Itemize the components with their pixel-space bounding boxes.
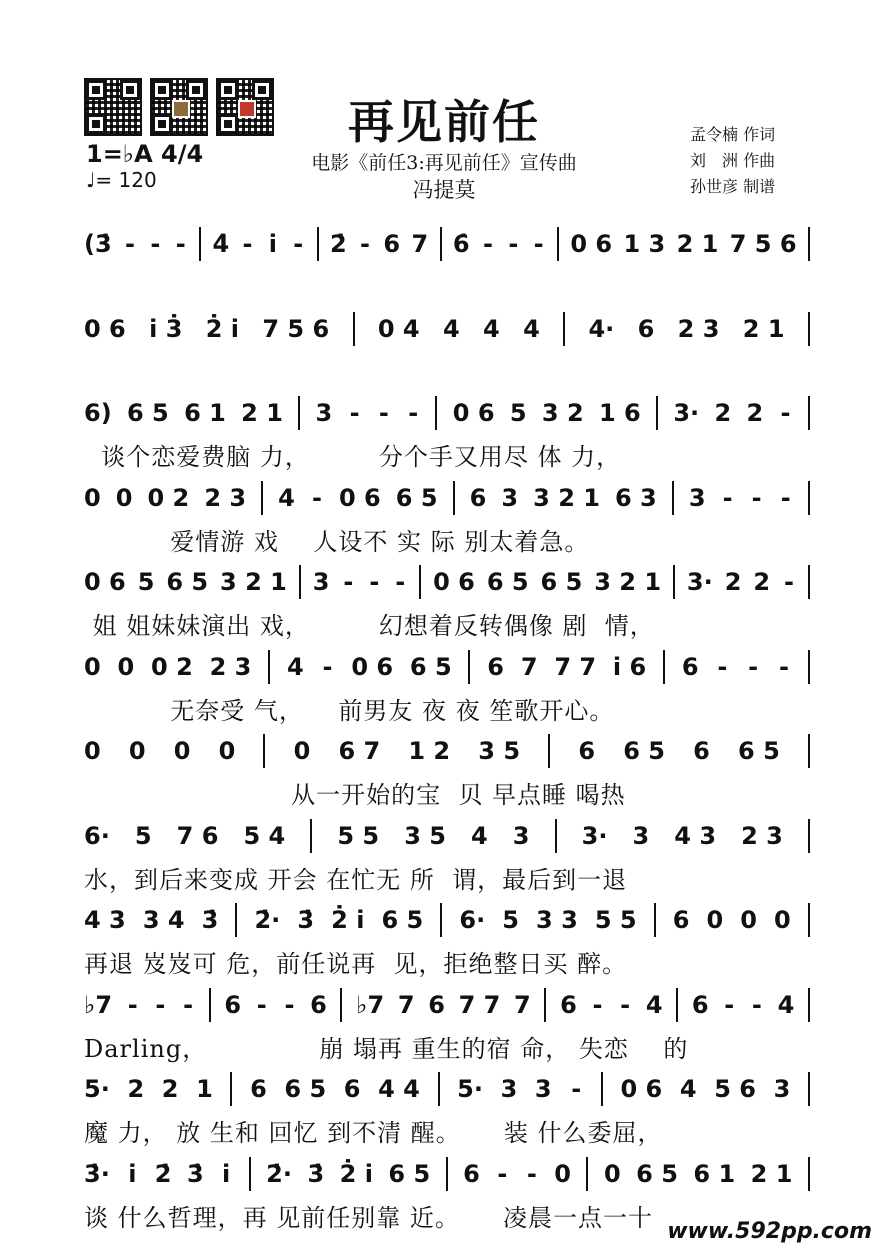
note: 0 6 xyxy=(351,652,394,681)
note: i xyxy=(268,230,277,258)
note: - xyxy=(349,399,360,427)
note: - xyxy=(183,990,194,1019)
note: - xyxy=(751,483,762,512)
barline xyxy=(808,734,810,768)
note: 6 xyxy=(487,652,504,681)
note: - xyxy=(526,1159,537,1188)
note: 6 xyxy=(681,652,699,681)
barline xyxy=(656,396,658,430)
note: 0 xyxy=(293,737,311,765)
note: 5 xyxy=(502,906,519,934)
note: - xyxy=(311,483,322,512)
note: 4 3 xyxy=(84,906,126,934)
barline xyxy=(555,819,557,853)
barline xyxy=(263,734,265,768)
note: 6 7 xyxy=(338,737,381,765)
note: 4· xyxy=(588,314,615,343)
note: 6 5 xyxy=(166,568,209,596)
note: 2 xyxy=(746,399,764,427)
note: 0 6 xyxy=(433,568,475,596)
note: 6 xyxy=(463,1159,480,1188)
note: 2̇· xyxy=(266,1159,292,1188)
note: 3 xyxy=(688,483,706,512)
note: 5 4 xyxy=(243,821,286,850)
notation-system xyxy=(84,902,810,978)
note: i xyxy=(128,1159,137,1188)
note: 0 xyxy=(84,737,101,765)
barline xyxy=(548,734,550,768)
notation-system xyxy=(84,1071,810,1147)
note: 1 xyxy=(196,1075,213,1103)
note: 3 xyxy=(312,568,330,596)
note: 3 2 xyxy=(541,399,584,427)
note: 6 5 xyxy=(284,1075,327,1103)
notation-system xyxy=(84,564,810,640)
note: 6 xyxy=(693,737,710,765)
lyrics-line: 从一开始的宝 贝 早点睡 喝热 xyxy=(84,781,626,809)
note: 6 5 xyxy=(381,906,424,934)
note: 7 5 6 xyxy=(262,314,330,343)
barline xyxy=(235,903,237,937)
barline xyxy=(268,650,270,684)
note: 6 5 xyxy=(636,1159,678,1188)
notation-system xyxy=(84,311,810,387)
lyrics-line: 谈个恋爱费脑 力， 分个手又用尽 体 力， xyxy=(84,443,622,471)
barline xyxy=(438,1072,440,1106)
lyrics-line: 谈 什么哲理，再 见前任别靠 近。 凌晨一点一十 xyxy=(84,1203,654,1232)
note: 6 xyxy=(383,230,401,258)
barline xyxy=(808,312,810,346)
note: 5 xyxy=(134,821,152,850)
note: 7 xyxy=(514,990,531,1019)
barline xyxy=(654,903,656,937)
note: 4 xyxy=(645,990,663,1019)
barline xyxy=(353,312,355,346)
barline xyxy=(808,227,810,261)
barline xyxy=(468,650,470,684)
note: 3· xyxy=(581,821,608,850)
tempo-marking: ♩= 120 xyxy=(86,168,157,192)
jianpu-notes-line xyxy=(84,311,810,347)
barline xyxy=(440,903,442,937)
barline xyxy=(672,481,674,515)
barline xyxy=(676,988,678,1022)
barline xyxy=(261,481,263,515)
note: 3 xyxy=(632,821,650,850)
barline xyxy=(808,903,810,937)
note: 7 7 xyxy=(554,652,597,681)
note: 4 xyxy=(777,990,795,1019)
note: 3̇ xyxy=(307,1159,325,1188)
note: - xyxy=(717,652,728,681)
note: 3 xyxy=(501,483,519,512)
barline xyxy=(563,312,565,346)
barline xyxy=(673,565,675,599)
note: - xyxy=(592,990,603,1019)
note: - xyxy=(780,483,791,512)
note: 2 1 xyxy=(742,314,785,343)
lyrics-line: 无奈受 气， 前男友 夜 夜 笙歌开心。 xyxy=(84,696,615,725)
note: 0 6 xyxy=(84,314,126,343)
note: 0 xyxy=(740,906,757,934)
barline xyxy=(435,396,437,430)
site-watermark: www.592pp.com xyxy=(667,1219,872,1244)
note: 3 5 xyxy=(478,737,521,765)
note: 6 xyxy=(343,1075,361,1103)
note: 0 xyxy=(218,737,236,765)
note: - xyxy=(748,652,759,681)
note: ♭7 xyxy=(356,990,385,1019)
note: 7 xyxy=(520,652,538,681)
note: 6 5 xyxy=(126,399,169,427)
note: 1 3 xyxy=(623,230,666,258)
note: 6 5 xyxy=(623,737,665,765)
note: 7 7 xyxy=(458,990,501,1019)
note: 3 xyxy=(500,1075,518,1103)
barline xyxy=(808,988,810,1022)
jianpu-notes-line xyxy=(84,1156,810,1192)
lyrics-line: 姐 姐妹妹演出 戏， 幻想着反转偶像 剧 情， xyxy=(84,612,655,640)
barline xyxy=(808,650,810,684)
note: - xyxy=(155,990,166,1019)
note: 6 xyxy=(578,737,596,765)
jianpu-notes-line xyxy=(84,480,810,516)
note: 0 6 xyxy=(452,399,495,427)
notation-system xyxy=(84,733,810,809)
note: 2 xyxy=(161,1075,179,1103)
note: - xyxy=(322,652,333,681)
note: 6· xyxy=(84,821,110,850)
barline xyxy=(310,819,312,853)
note: 2 1 xyxy=(676,230,719,258)
note: - xyxy=(127,990,138,1019)
note: 2 xyxy=(714,399,732,427)
note: 4 4 xyxy=(378,1075,420,1103)
note: 6 xyxy=(310,990,327,1019)
note: 7 5 6 xyxy=(729,230,797,258)
notation-system xyxy=(84,987,810,1063)
note: (3̇ xyxy=(84,230,112,258)
notation-system xyxy=(84,649,810,725)
note: 5 6 xyxy=(714,1075,756,1103)
lyrics-line: 爱情游 戏 人设不 实 际 别太着急。 xyxy=(84,527,590,556)
note: 6 xyxy=(691,990,709,1019)
note: 7 xyxy=(411,230,429,258)
note: ♭7 xyxy=(84,990,113,1019)
note: 6 xyxy=(428,990,445,1019)
note: 0 xyxy=(173,737,191,765)
barline xyxy=(419,565,421,599)
note: 3· xyxy=(673,399,700,427)
note: 0 xyxy=(603,1159,621,1188)
lyrics-line xyxy=(84,268,810,302)
note: - xyxy=(284,990,295,1019)
note: i 3̇ xyxy=(149,314,183,343)
note: 3 5 xyxy=(404,821,446,850)
note: - xyxy=(482,230,493,258)
note: 0 4 xyxy=(377,314,420,343)
note: 4 3 xyxy=(674,821,717,850)
note: - xyxy=(395,568,406,596)
note: 0 2 xyxy=(151,652,193,681)
note: 2 xyxy=(724,568,742,596)
notation-system xyxy=(84,818,810,894)
note: 6 xyxy=(224,990,242,1019)
arranger-credit: 孙世彦 制谱 xyxy=(690,177,776,196)
note: 6 5 xyxy=(388,1159,431,1188)
note: 2̇ i xyxy=(339,1159,373,1188)
barline xyxy=(586,1157,588,1191)
note: - xyxy=(722,483,733,512)
note: 6) xyxy=(84,399,112,427)
note: 3̇· xyxy=(84,1159,110,1188)
note: - xyxy=(360,230,371,258)
note: 6 xyxy=(250,1075,267,1103)
barline xyxy=(557,227,559,261)
barline xyxy=(199,227,201,261)
barline xyxy=(249,1157,251,1191)
note: 3 2 1 xyxy=(594,568,662,596)
jianpu-notes-line xyxy=(84,1071,810,1107)
note: 0 xyxy=(774,906,791,934)
note: 2 3 xyxy=(209,652,252,681)
note: - xyxy=(724,990,735,1019)
note: 6 5 xyxy=(409,652,452,681)
note: 1 6 xyxy=(598,399,641,427)
note: 6 5 xyxy=(738,737,780,765)
barline xyxy=(808,1072,810,1106)
barline xyxy=(298,396,300,430)
note: 5 5 xyxy=(337,821,380,850)
note: 6 5 xyxy=(395,483,438,512)
barline xyxy=(340,988,342,1022)
note: - xyxy=(780,399,791,427)
note: 2 xyxy=(127,1075,145,1103)
note: - xyxy=(778,652,789,681)
note: 3 xyxy=(534,1075,552,1103)
note: i xyxy=(222,1159,231,1188)
note: 7 xyxy=(397,990,415,1019)
composer-credit: 刘 洲 作曲 xyxy=(690,151,776,170)
note: 0 xyxy=(706,906,724,934)
note: 0 xyxy=(128,737,146,765)
lyricist-credit: 孟令楠 作词 xyxy=(690,125,776,144)
note: 3 xyxy=(315,399,333,427)
note: - xyxy=(256,990,267,1019)
barline xyxy=(544,988,546,1022)
note: 2̇· xyxy=(254,906,281,934)
note: - xyxy=(293,230,304,258)
lyrics-line: 魔 力， 放 生和 回忆 到不清 醒。 装 什么委屈， xyxy=(84,1119,663,1147)
jianpu-notes-line xyxy=(84,649,810,685)
note: 5 xyxy=(137,568,155,596)
note: 4 xyxy=(471,821,488,850)
note: - xyxy=(369,568,380,596)
barline xyxy=(209,988,211,1022)
note: - xyxy=(150,230,161,258)
key-signature: 1=♭A 4/4 xyxy=(86,140,204,168)
jianpu-notes-line xyxy=(84,902,810,938)
note: - xyxy=(175,230,186,258)
note: 2̇ i xyxy=(205,314,240,343)
note: 3 2 1 xyxy=(533,483,600,512)
note: - xyxy=(533,230,544,258)
lyrics-line: 再退 岌岌可 危，前任说再 见，拒绝整日买 醉。 xyxy=(84,950,628,978)
note: 4 xyxy=(278,483,295,512)
barline xyxy=(808,1157,810,1191)
barline xyxy=(299,565,301,599)
barline xyxy=(808,481,810,515)
notation-system xyxy=(84,480,810,556)
note: 4 xyxy=(483,314,500,343)
note: 0 6 xyxy=(570,230,613,258)
note: 0 xyxy=(84,652,101,681)
lyrics-line: Darling， 崩 塌再 重生的宿 命， 失恋 的 xyxy=(84,1034,689,1063)
note: 1 2 xyxy=(408,737,451,765)
notation-system xyxy=(84,395,810,471)
note: 6 5 xyxy=(486,568,529,596)
song-subtitle: 电影《前任3:再见前任》宣传曲 xyxy=(311,152,577,174)
barline xyxy=(663,650,665,684)
barline xyxy=(808,819,810,853)
note: 6 xyxy=(637,314,655,343)
note: 6 5 xyxy=(540,568,583,596)
note: 2̇ xyxy=(154,1159,172,1188)
barline xyxy=(601,1072,603,1106)
jianpu-notes-line xyxy=(84,733,810,769)
note: - xyxy=(242,230,253,258)
song-title: 再见前任 xyxy=(348,95,540,149)
note: 4̇ xyxy=(212,230,230,258)
barline xyxy=(808,396,810,430)
note: 3 xyxy=(773,1075,791,1103)
note: 2 3 xyxy=(677,314,720,343)
note: 6 xyxy=(672,906,690,934)
note: 3· xyxy=(686,568,713,596)
note: 0 xyxy=(84,483,101,512)
note: 0 6 xyxy=(620,1075,663,1103)
note: 2 3 xyxy=(204,483,247,512)
note: 6 1 xyxy=(184,399,226,427)
note: 4 xyxy=(442,314,460,343)
barline xyxy=(453,481,455,515)
barline xyxy=(446,1157,448,1191)
note: - xyxy=(378,399,389,427)
note: 6̇ xyxy=(452,230,470,258)
note: - xyxy=(620,990,631,1019)
note: 3 3 xyxy=(536,906,578,934)
barline xyxy=(440,227,442,261)
note: 5 xyxy=(509,399,527,427)
note: - xyxy=(408,399,419,427)
note: 7 6 xyxy=(176,821,219,850)
note: 5 5 xyxy=(594,906,637,934)
note: 3 4 xyxy=(142,906,185,934)
note: 3̇ xyxy=(297,906,315,934)
note: - xyxy=(343,568,354,596)
notation-system xyxy=(84,226,810,302)
note: 0 xyxy=(117,652,135,681)
note: 2 1 xyxy=(750,1159,793,1188)
note: 5· xyxy=(457,1075,483,1103)
barline xyxy=(317,227,319,261)
lyrics-line xyxy=(84,353,810,387)
note: - xyxy=(497,1159,508,1188)
note: 0 6 xyxy=(338,483,381,512)
note: 6 3 xyxy=(615,483,657,512)
note: 4 xyxy=(287,652,304,681)
note: 6 1 xyxy=(693,1159,736,1188)
note: 2 3 xyxy=(741,821,783,850)
singer-name: 冯提莫 xyxy=(412,178,476,202)
note: i 6 xyxy=(612,652,647,681)
note: 6· xyxy=(459,906,486,934)
note: 3̇ xyxy=(186,1159,204,1188)
barline xyxy=(808,565,810,599)
barline xyxy=(230,1072,232,1106)
note: 3 2 1 xyxy=(220,568,287,596)
note: - xyxy=(783,568,794,596)
note: 6 xyxy=(560,990,577,1019)
note: - xyxy=(571,1075,582,1103)
jianpu-notes-line xyxy=(84,226,810,262)
note: 2̇ xyxy=(329,230,347,258)
jianpu-notes-line xyxy=(84,987,810,1023)
note: 0 2 xyxy=(147,483,190,512)
note: 3̇ xyxy=(201,906,219,934)
note: 2 1 xyxy=(241,399,283,427)
note: - xyxy=(125,230,136,258)
note: - xyxy=(508,230,519,258)
note: 4 xyxy=(523,314,540,343)
note: 4 xyxy=(679,1075,697,1103)
lyrics-line: 水，到后来变成 开会 在忙无 所 谓，最后到一退 xyxy=(84,865,628,894)
note: 3 xyxy=(512,821,530,850)
jianpu-notes-line xyxy=(84,395,810,431)
note: 0 xyxy=(554,1159,571,1188)
jianpu-notes-line xyxy=(84,818,810,854)
note: 0 xyxy=(115,483,133,512)
note: 0 6 xyxy=(84,568,126,596)
note: - xyxy=(751,990,762,1019)
jianpu-notes-line xyxy=(84,564,810,600)
note: 2 xyxy=(753,568,771,596)
note: 6 xyxy=(469,483,487,512)
note: 5· xyxy=(84,1075,110,1103)
note: 2̇ i xyxy=(331,906,365,934)
